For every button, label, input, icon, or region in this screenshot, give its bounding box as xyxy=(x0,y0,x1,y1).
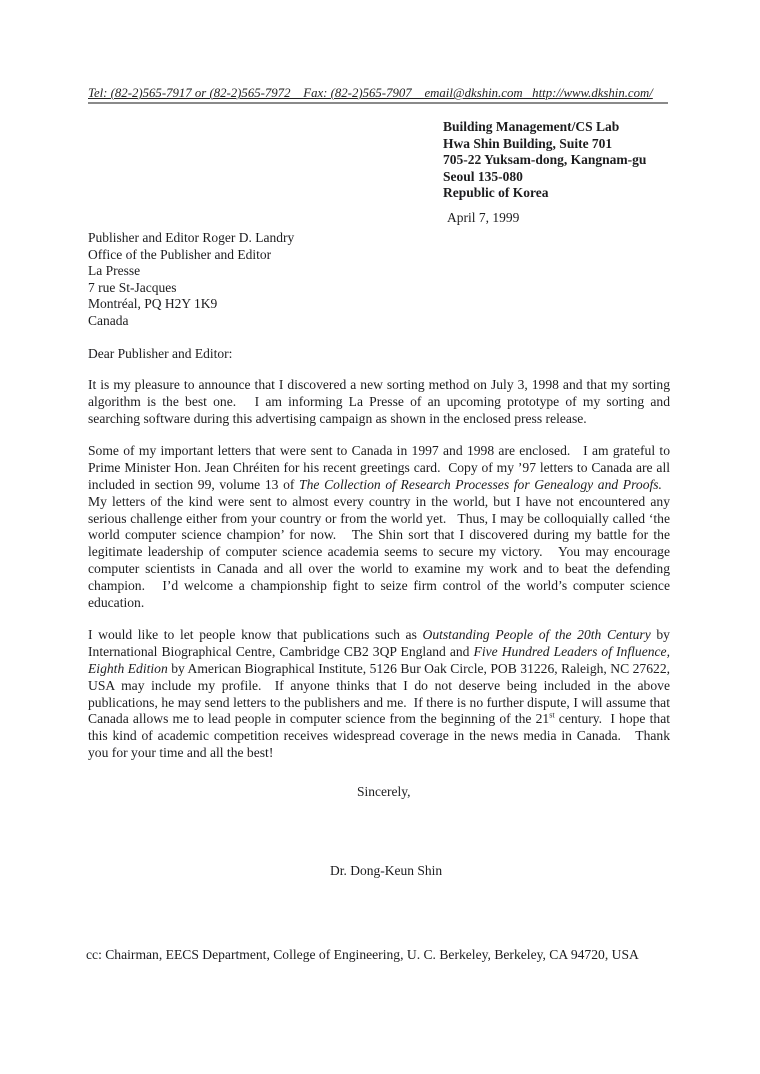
text-run: I would like to let people know that publications such as xyxy=(88,627,423,643)
text-run: by American Biographical Institute, 5126 Bur Oak Circle, POB 31226, Raleigh, NC 27622, USA may include my profile. If anyone thinks that I do not deserve being included in the above publications, he may send letters to the publishers and me. If there is no further dispute, I will assume that Canada allows me to lead people in computer science from the beginning of the 21 xyxy=(88,660,671,727)
italic-text-run: Five Hundred Leaders of Influence, Eighth Edition xyxy=(88,644,670,676)
address-line: Publisher and Editor Roger D. Landry xyxy=(88,230,295,245)
address-line: Building Management/CS Lab xyxy=(443,119,620,134)
address-line: Canada xyxy=(88,312,129,328)
address-line: Hwa Shin Building, Suite 701 xyxy=(443,135,613,151)
body-paragraph-3 xyxy=(88,627,670,761)
letterhead-contact-line xyxy=(88,86,668,104)
cc-line: cc: Chairman, EECS Department, College of Engineering, U. C. Berkeley, Berkeley, CA 94720, USA xyxy=(86,947,639,962)
recipient-address-block xyxy=(88,230,294,330)
address-line: 7 rue St-Jacques xyxy=(88,279,177,295)
italic-text-run: Outstanding People of the 20th Century xyxy=(422,627,651,643)
address-line: La Presse xyxy=(88,263,141,279)
address-line: 705-22 Yuksam-dong, Kangnam-gu xyxy=(443,152,647,168)
address-line: Republic of Korea xyxy=(443,185,549,201)
sender-address-block xyxy=(443,119,646,202)
letter-body xyxy=(88,377,670,778)
address-line: Office of the Publisher and Editor xyxy=(88,246,272,262)
body-paragraph-1 xyxy=(88,377,670,427)
salutation: Dear Publisher and Editor: xyxy=(88,346,233,361)
superscript-run: st xyxy=(549,710,555,720)
text-run: Some of my important letters that were sent to Canada in 1997 and 1998 are enclosed. I am grateful to Prime Minister Hon. Jean Chréiten for his recent greetings card. Copy of my ’97 letters to Canada are all included in section 99, volume 13 of xyxy=(88,443,670,492)
address-line: Seoul 135-080 xyxy=(443,168,523,184)
text-run: by International Biographical Centre, Cambridge CB2 3QP England and xyxy=(88,627,670,660)
text-run: century. I hope that this kind of academic competition receives widespread coverage in the news media in Canada. Thank you for your time and all the best! xyxy=(88,711,671,760)
body-paragraph-2 xyxy=(88,443,670,611)
contact-info-text: Tel: (82-2)565-7917 or (82-2)565-7972 Fax: (82-2)565-7907 email@dkshin.com http://www.dkshin.com/ xyxy=(88,86,653,100)
italic-text-run: The Collection of Research Processes for Genealogy and Proofs. xyxy=(299,476,662,492)
letter-date: April 7, 1999 xyxy=(447,210,520,225)
text-run: My letters of the kind were sent to almost every country in the world, but I have not encountered any serious challenge either from your country or from the world yet. Thus, I may be colloquially called ‘the world computer science champion’ for now. The Shin sort that I discovered during my battle for the legitimate leadership of computer science academia seems to secure my victory. You may encourage computer scientists in Canada and all over the world to examine my work and to beat the defending champion. I’d welcome a championship fight to seize firm control of the world’s computer science education. xyxy=(88,476,671,610)
address-line: Montréal, PQ H2Y 1K9 xyxy=(88,296,218,312)
signature-name: Dr. Dong-Keun Shin xyxy=(330,863,443,878)
closing-sincerely: Sincerely, xyxy=(357,784,411,799)
text-run: It is my pleasure to announce that I discovered a new sorting method on July 3, 1998 and that my sorting algorithm is the best one. I am informing La Presse of an upcoming prototype of my sorting and searching software during this advertising campaign as shown in the enclosed press release. xyxy=(88,377,670,426)
